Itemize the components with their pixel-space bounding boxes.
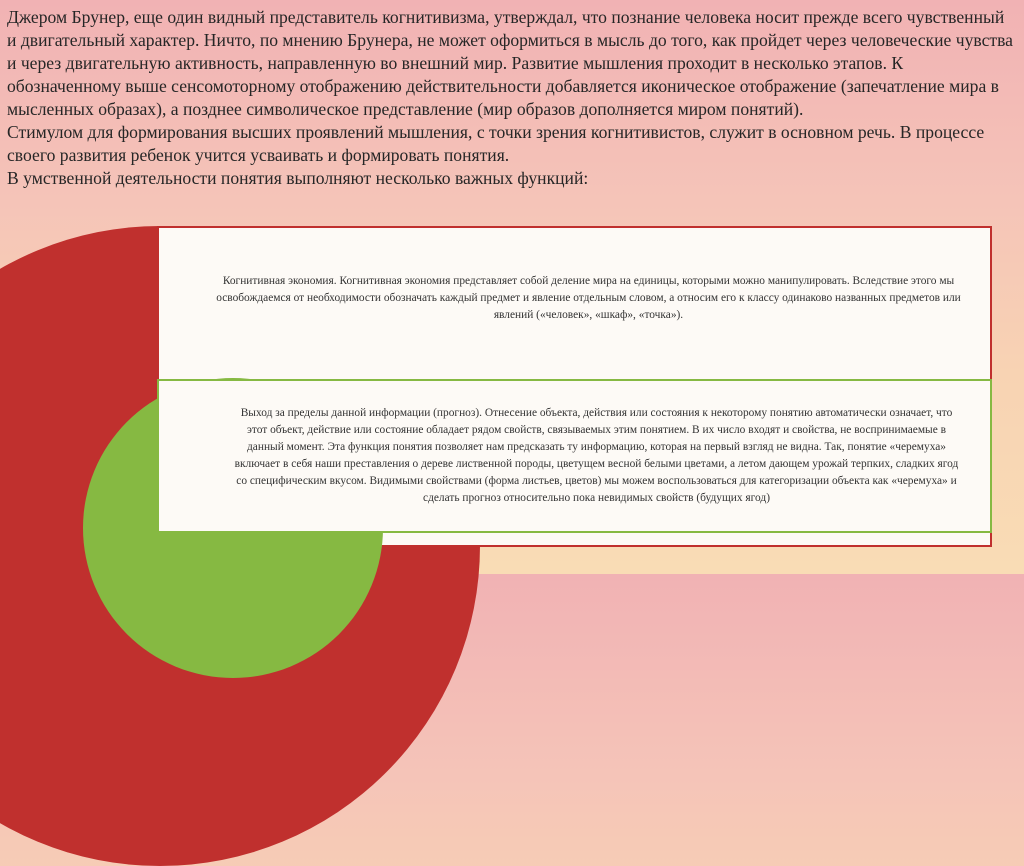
function-text-prediction: Выход за пределы данной информации (прогноз). Отнесение объекта, действия или состояния к некоторому понятию автоматически означает, что этот объект, действие или состояние обладает рядом свойств, связываемых этим понятием. В их число входят и свойства, не воспринимаемые в данный момент. Эта функция понятия позволяет нам предсказать ту информацию, которая на первый взгляд не видна. Так, понятие «черемуха» включает в себя наши преставления о дереве лиственной породы, цветущем весной белыми цветами, а летом дающем урожай терпких, сладких ягод со специфическим вкусом. Видимыми свойствами (форма листьев, цветов) мы можем воспользоваться для категоризации объекта как «черемуха» и сделать прогноз относительно пока невидимых свойств (будущих ягод) — [234, 407, 959, 504]
intro-paragraph-speech: Стимулом для формирования высших проявлений мышления, с точки зрения когнитивистов, служит в основном речь. В процессе своего развития ребенок учится усваивать и формировать понятия. — [7, 122, 985, 165]
slide-body-text — [7, 6, 1013, 190]
function-box-prediction — [157, 379, 992, 533]
intro-paragraph-functions: В умственной деятельности понятия выполняют несколько важных функций: — [7, 168, 589, 188]
function-text-cognitive-economy: Когнитивная экономия. Когнитивная экономия представляет собой деление мира на единицы, которыми можно манипулировать. Вследствие этого мы освобождаемся от необходимости обозначать каждый предмет и явление отдельным словом, а относим его к классу одинаково названных предметов или явлений («человек», «шкаф», «точка»). — [216, 275, 961, 321]
function-box-cognitive-economy — [157, 226, 992, 379]
intro-paragraph-bruner: Джером Брунер, еще один видный представитель когнитивизма, утверждал, что познание человека носит прежде всего чувственный и двигательный характер. Ничто, по мнению Брунера, не может оформиться в мысль до того, как пройдет через человеческие чувства и через двигательную активность, направленную во внешний мир. Развитие мышления проходит в несколько этапов. К обозначенному выше сенсомоторному отображению действительности добавляется иконическое отображение (запечатление мира в мысленных образах), а позднее символическое представление (мир образов дополняется миром понятий). — [7, 7, 1013, 119]
